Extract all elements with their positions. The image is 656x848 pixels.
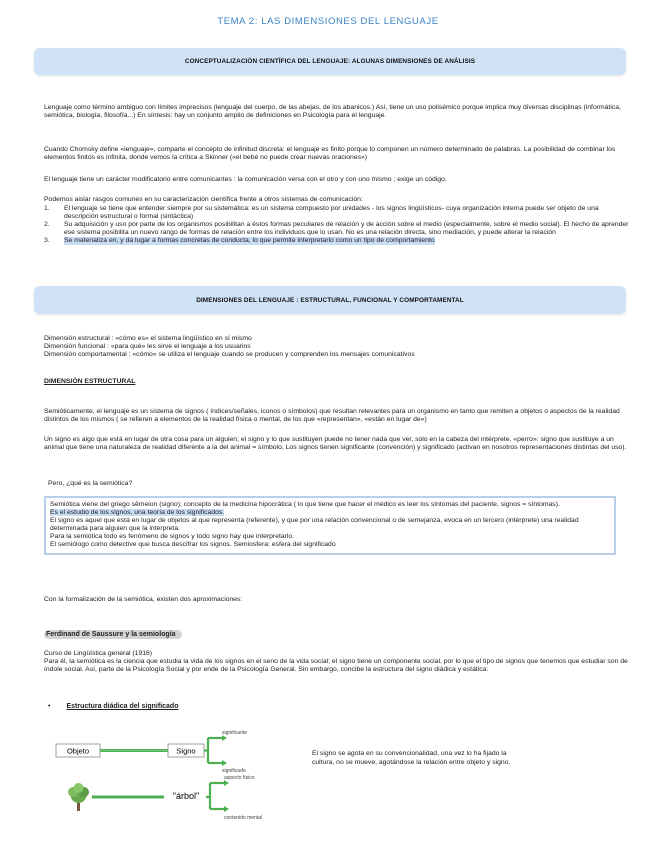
objeto-label: Objeto [66,746,90,756]
intro-paragraph-1 [44,104,634,120]
semiotica-box [44,496,616,555]
formalizacion-paragraph [44,596,634,604]
significado-label: significado [222,768,246,774]
aspecto-label: aspecto físico [224,775,255,781]
arbol-label: "árbol" [172,791,200,801]
section-banner-dimensiones: DIMENSIONES DEL LENGUAJE : ESTRUCTURAL, FUNCIONAL Y COMPORTAMENTAL [34,286,626,314]
contenido-arrowhead [224,806,229,812]
estructural-heading: DIMENSIÓN ESTRUCTURAL [44,378,136,385]
semio-text-1: Semióticamente, el lenguaje es un sistema de signos ( índices/señales, iconos o símbolos) que resultan relevantes para un organismo en tanto que remiten a objetos o aspectos de la realidad distintos de los mismos ( se refieren a elementos de la realidad física o mental, de los que «representan», «están en lugar de») [44,408,620,424]
saussure-heading: Ferdinand de Saussure y la semiología [44,630,182,639]
significante-label: significante [222,730,248,736]
bullet-item [48,703,178,710]
box-line: Semiótica viene del griego sêmeion (signo); concepto de la medicina hipocrática ( lo que tiene que hacer el médico es leer los síntomas del paciente, signos = síntomas). [50,501,560,508]
features-list [44,205,634,245]
intro-paragraph-2 [44,146,634,162]
list-item [44,221,634,237]
list-text: Se materializa en, y da lugar a formas concretas de conducta, lo que permite interpretarlo como un tipo de comportamiento [64,237,435,245]
diadic-sign-diagram [0,725,656,825]
list-number: 3. [44,237,50,245]
saussure-line-2: Para él, la semiótica es la ciencia que estudia la vida de los signos en el seno de la vida social; el signo tiene un componente social, por lo que el tipo de signos que tenemos que estudiar son de índole social. Así, parte de la Psicología Social y por ende de la Psicología General. Sin embargo, concibe la estructura del signo diádica y estática: [44,658,628,674]
diagram-explanation: El signo se agota en su convencionalidad, una vez lo ha fijado la cultura, no se mueve, agotándose la relación entre objeto y signo. [312,750,511,766]
dimension-funcional: Dimensión funcional : «para qué» les sirve el lenguaje a los usuarios [44,343,251,351]
tree-icon [68,783,89,811]
list-item [44,237,634,245]
semiotica-paragraph-2 [44,436,634,452]
saussure-line-1: Curso de Lingüística general (1916) [44,650,153,657]
intro-text-2: Cuando Chomsky define «lenguaje», comparte el concepto de infinitud discreta: el lenguaje es finito porque lo componen un número determinado de palabras. La posibilidad de combinar los elementos finitos es infinita, donde vemos la crítica a Skinner («el bebé no puede crear nuevas oraciones») [44,146,616,162]
intro-text-4: Podemos aislar rasgos comunes en su caracterización científica frente a otros sistemas de comunicación: [44,196,363,203]
dimension-estructural: Dimensión estructural : «cómo es» el sistema lingüístico en sí mismo [44,335,252,342]
box-line: Es el estudio de los signos, una teoría de los significados. [50,509,225,517]
semio-text-2: Un signo es algo que está en lugar de otra cosa para un alguien; el signo y lo que sustituyen puede no tener nada que ver, solo en la cabeza del intérprete. «perro»: signo que sustituye a un animal que tiene una naturaleza de realidad diferente a la del animal = símbolo. Los signos tienen significante (convención) y significado (activan en nosotros representaciones distintas del uso). [44,436,627,452]
list-number: 1. [44,205,50,212]
signo-label: Signo [176,746,196,756]
semiotica-paragraph-1 [44,408,634,424]
intro-paragraph-3 [44,176,634,184]
semiotica-question [48,480,638,488]
dimension-comportamental: Dimensión comportamental : «cómo» se utiliza el lenguaje cuando se producen y comprenden los mensajes comunicativos [44,351,415,359]
intro-text-1: Lenguaje como término ambiguo con límites imprecisos (lenguaje del cuerpo, de las abejas, de los abanicos.) Así, tiene un uso polisémico porque implica muy diversas disciplinas (informática, semiótica, biología, filosofía...) En síntesis: hay un conjunto amplio de definiciones en Psicología para el lenguaje. [44,104,621,120]
list-item [44,205,634,221]
list-text: Su adquisición y uso por parte de los organismos posibilitan a éstos formas peculiares de relación y de acción sobre el medio (especialmente, sobre el medio social). El hecho de aprender ese sistema posibilita un nuevo rango de formas de relación entre los individuos que lo usan. No es una relación directa, sino mediación, y puede alterar la relación [64,221,629,237]
box-line: El semiólogo como detective que busca descifrar los signos. Semiosfera: esfera del significado [50,541,336,549]
box-line: Para la semiótica todo es fenómeno de signos y todo signo hay que interpretarlo. [50,533,295,541]
section-banner-conceptualizacion: CONCEPTUALIZACIÓN CIENTÍFICA DEL LENGUAJE: ALGUNAS DIMENSIONES DE ANÁLISIS [34,48,626,75]
significado-arrowhead [222,760,227,766]
dimensions-list [44,335,634,359]
intro-text-3: El lenguaje tiene un carácter modificatorio entre comunicantes : la comunicación versa con el otro y con uno mismo ; exige un código. [44,176,447,183]
bullet-mark: • [48,703,51,710]
box-line: El signo es aquel que está en lugar de objetos al que representa (referente), y que por una relación convencional o de semejanza, evoca en un tercero (intérprete) una realidad determinada para alguien que la interpreta. [50,517,579,533]
saussure-paragraph [44,650,634,674]
page-title: TEMA 2: LAS DIMENSIONES DEL LENGUAJE [217,16,439,27]
list-number: 2. [44,221,50,229]
question-text: Pero, ¿qué es la semiótica? [48,480,133,487]
list-text: El lenguaje se tiene que entender siempre por su sistemática: es un sistema compuesto por unidades - los signos lingüísticos- cuya organización interna puede ser objeto de una descripción estructural o formal (sintáctica) [64,205,599,221]
intro-paragraph-4 [44,196,634,204]
bullet-text: Estructura diádica del significado [66,703,179,710]
formalizacion-text: Con la formalización de la semiótica, existen dos aproximaciones: [44,596,243,603]
contenido-label: contenido mental [224,815,263,821]
